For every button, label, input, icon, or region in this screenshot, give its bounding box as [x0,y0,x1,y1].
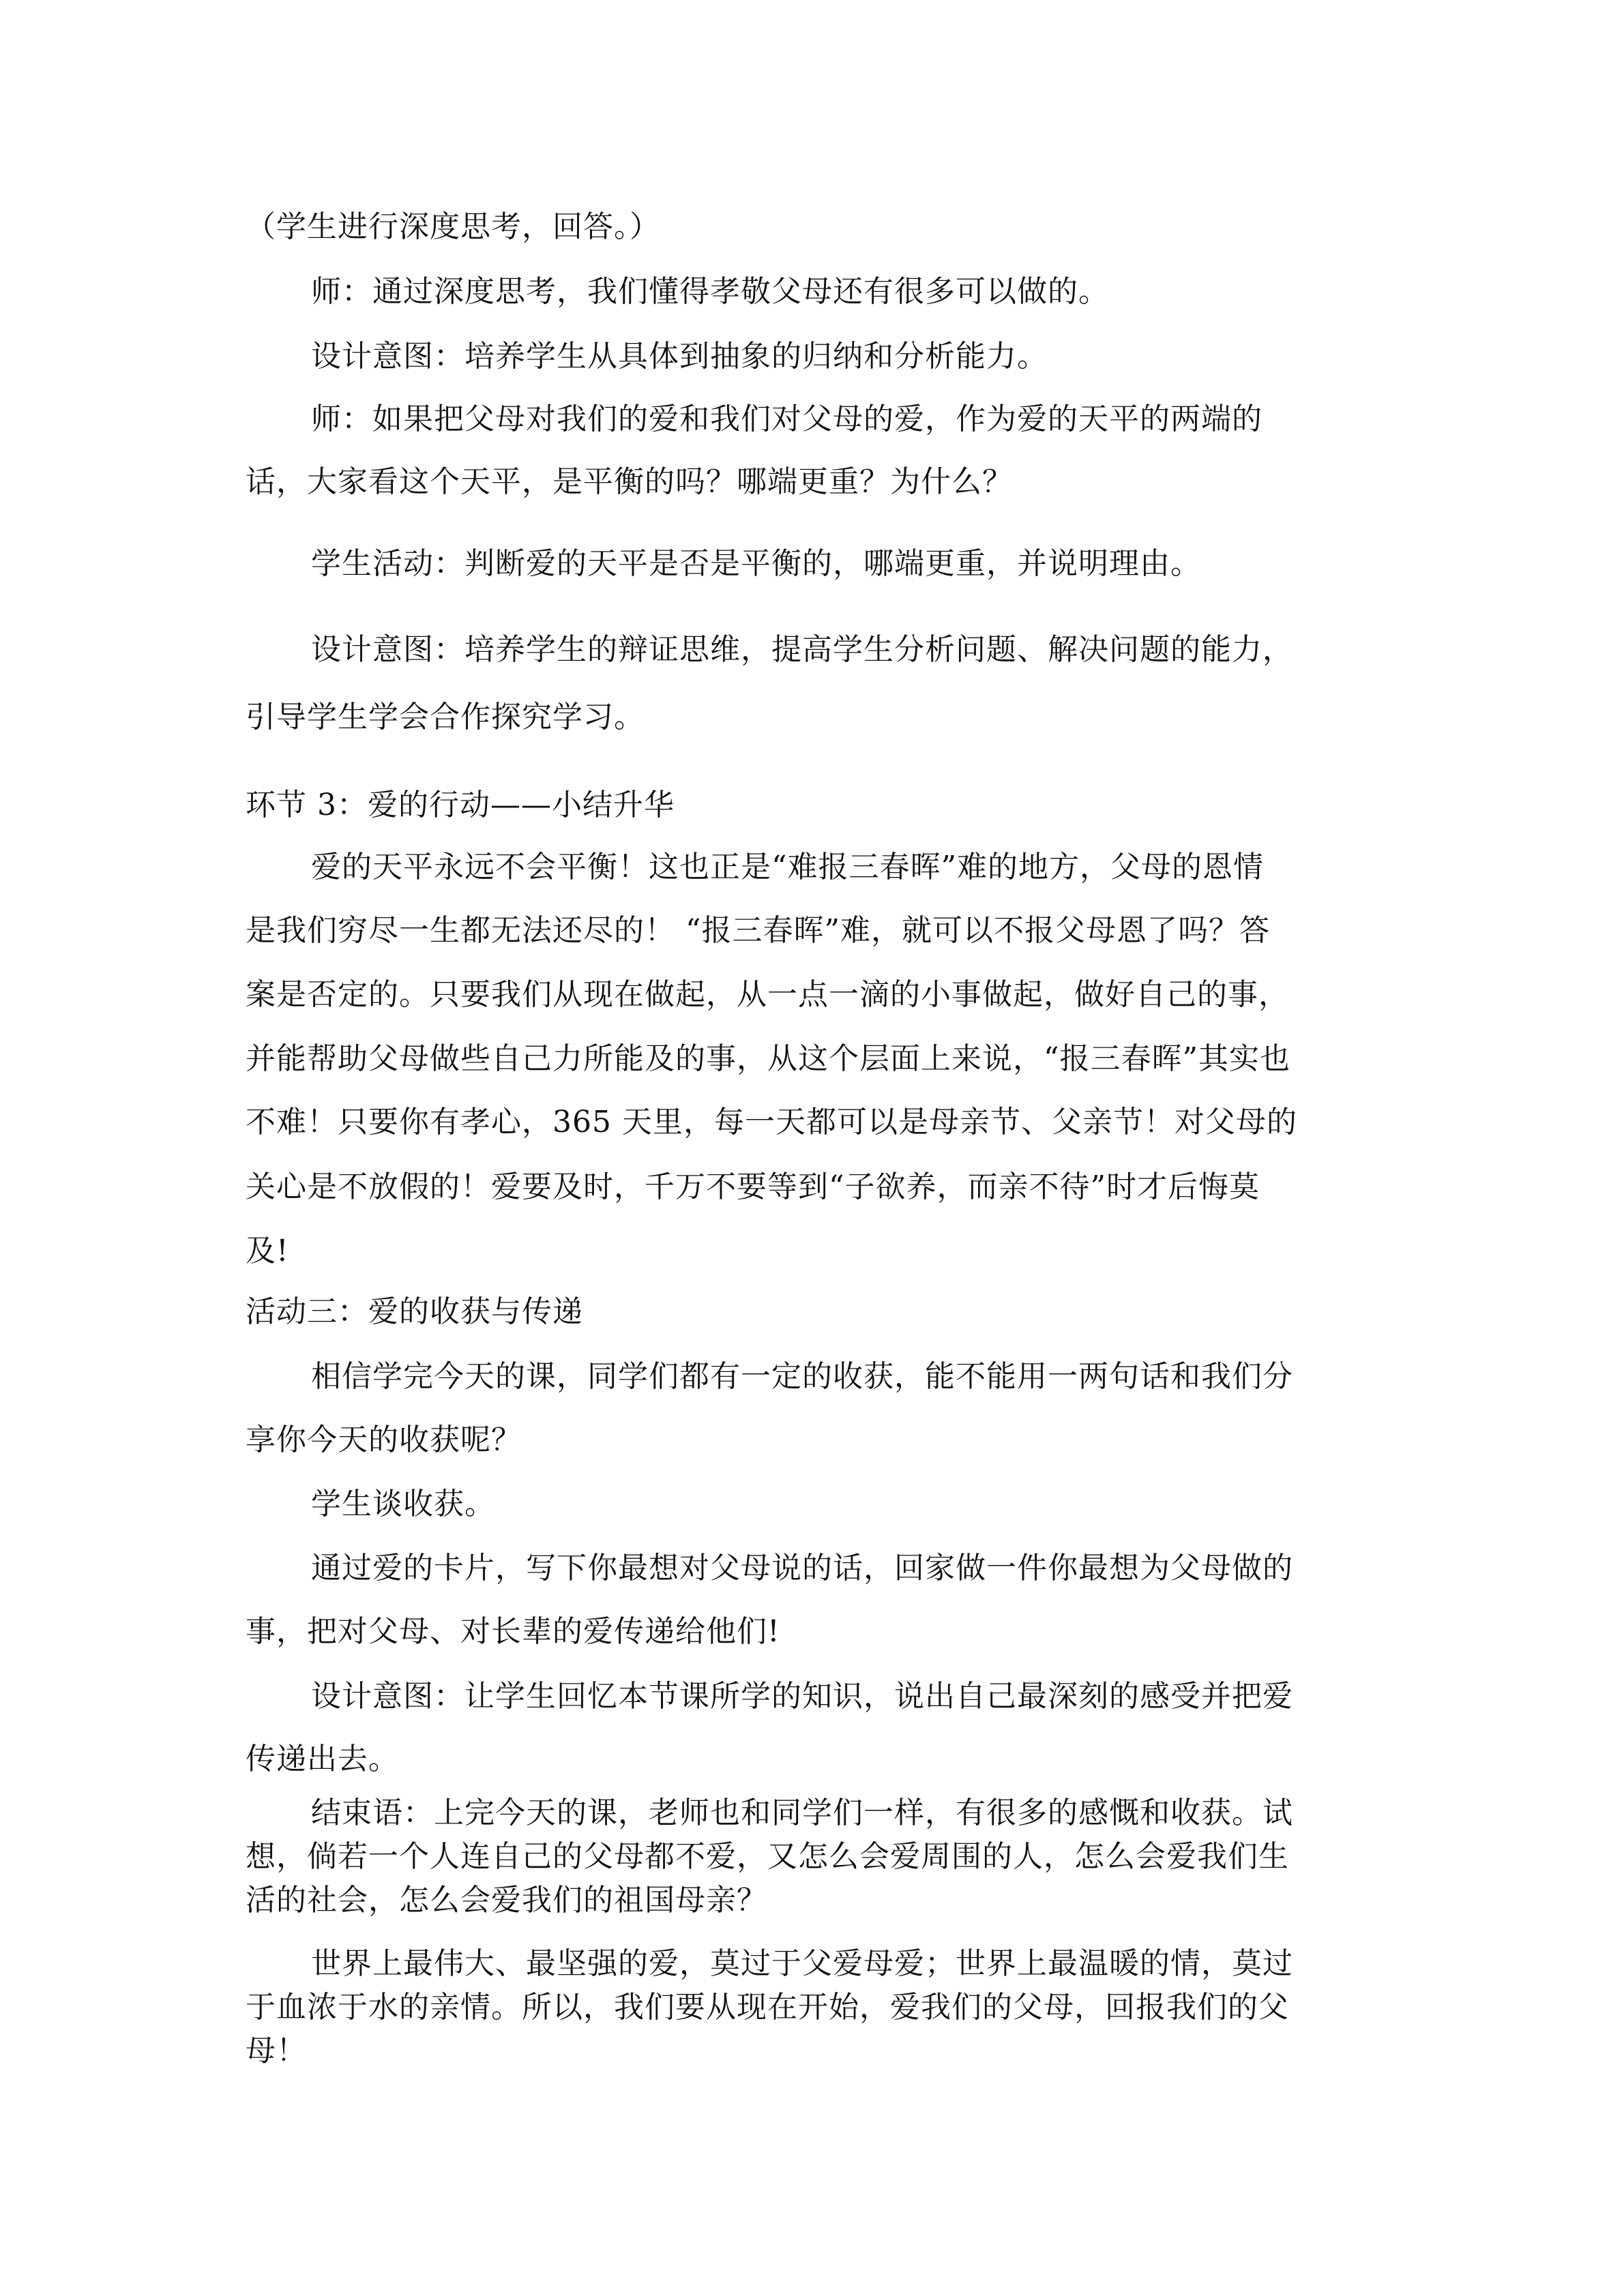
closing-remarks-line-2: 想，倘若一个人连自己的父母都不爱，又怎么会爱周围的人，怎么会爱我们生 [246,1839,1289,1874]
design-intent-1: 设计意图：培养学生从具体到抽象的归纳和分析能力。 [311,339,1048,374]
paragraph-love-card-line-1: 通过爱的卡片，写下你最想对父母说的话，回家做一件你最想为父母做的 [311,1551,1293,1585]
teacher-line-1: 师：通过深度思考，我们懂得孝敬父母还有很多可以做的。 [311,274,1109,309]
section-heading-activity-3: 活动三：爱的收获与传递 [246,1294,583,1329]
teacher-question-line-1: 师：如果把父母对我们的爱和我们对父母的爱，作为爱的天平的两端的 [311,402,1263,436]
paragraph-balance-line-4: 并能帮助父母做些自己力所能及的事，从这个层面上来说，“报三春晖”其实也 [246,1041,1290,1076]
paragraph-balance-line-1: 爱的天平永远不会平衡！这也正是“难报三春晖”难的地方，父母的恩情 [311,850,1264,884]
paragraph-harvest-line-2: 享你今天的收获呢？ [246,1422,522,1457]
teacher-question-line-2: 话，大家看这个天平，是平衡的吗？哪端更重？为什么？ [246,464,1013,499]
design-intent-3-line-1: 设计意图：让学生回忆本节课所学的知识，说出自己最深刻的感受并把爱 [311,1679,1293,1714]
section-heading-step-3: 环节 3：爱的行动——小结升华 [246,788,675,822]
paragraph-balance-line-5: 不难！只要你有孝心，365 天里，每一天都可以是母亲节、父亲节！对父母的 [246,1105,1297,1139]
student-talk-harvest: 学生谈收获。 [311,1487,495,1521]
paragraph-love-card-line-2: 事，把对父母、对长辈的爱传递给他们! [246,1614,780,1649]
final-paragraph-line-1: 世界上最伟大、最坚强的爱，莫过于父爱母爱；世界上最温暖的情，莫过 [311,1946,1293,1981]
paragraph-balance-line-7: 及! [246,1234,289,1268]
paragraph-harvest-line-1: 相信学完今天的课，同学们都有一定的收获，能不能用一两句话和我们分 [311,1359,1293,1394]
final-paragraph-line-2: 于血浓于水的亲情。所以，我们要从现在开始，爱我们的父母，回报我们的父 [246,1990,1289,2025]
student-thinking-note: （学生进行深度思考，回答。） [246,209,660,244]
closing-remarks-line-3: 活的社会，怎么会爱我们的祖国母亲？ [246,1883,767,1918]
design-intent-2-line-1: 设计意图：培养学生的辩证思维，提高学生分析问题、解决问题的能力， [311,632,1293,667]
design-intent-2-line-2: 引导学生学会合作探究学习。 [246,700,645,734]
paragraph-balance-line-6: 关心是不放假的！爱要及时，千万不要等到“子欲养，而亲不待”时才后悔莫 [246,1169,1260,1204]
final-paragraph-line-3: 母！ [246,2033,307,2068]
design-intent-3-line-2: 传递出去。 [246,1742,399,1776]
paragraph-balance-line-2: 是我们穷尽一生都无法还尽的！ “报三春晖”难，就可以不报父母恩了吗？答 [246,913,1270,948]
closing-remarks-line-1: 结束语：上完今天的课，老师也和同学们一样，有很多的感慨和收获。试 [311,1795,1293,1830]
paragraph-balance-line-3: 案是否定的。只要我们从现在做起，从一点一滴的小事做起，做好自己的事， [246,977,1289,1012]
student-activity: 学生活动：判断爱的天平是否是平衡的，哪端更重，并说明理由。 [311,546,1201,581]
